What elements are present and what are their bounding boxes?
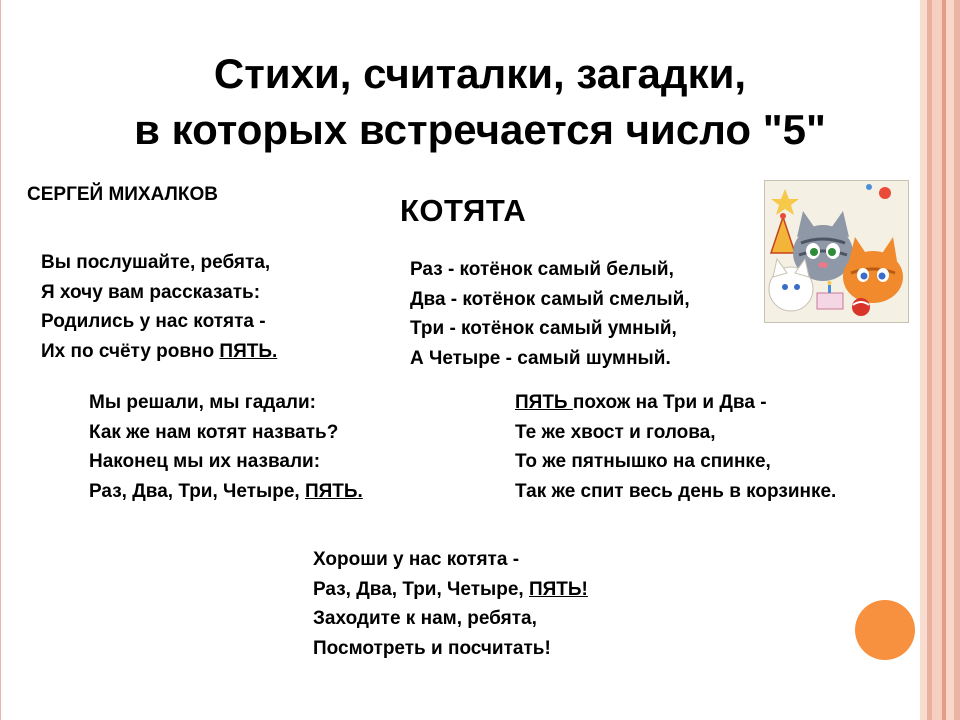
title-line-2: в которых встречается число "5" [134, 106, 826, 153]
stanza-line: То же пятнышко на спинке, [515, 451, 771, 472]
stanza-text: похож на Три и Два - [572, 392, 767, 413]
stanza-line: Те же хвост и голова, [515, 421, 716, 443]
stanza-5 [313, 545, 588, 663]
stanza-1 [41, 248, 277, 366]
stanza-line [515, 388, 836, 418]
stanza-3 [89, 388, 363, 506]
stanza-text: Раз, Два, Три, Четыре, [313, 578, 529, 600]
stanza-line: Посмотреть и посчитать! [313, 637, 551, 659]
stanza-4 [515, 388, 836, 506]
stanza-line: Так же спит весь день в корзинке. [515, 480, 837, 502]
stanza-line: Заходите к нам, ребята, [313, 608, 537, 629]
stanza-line: А Четыре - самый шумный. [410, 347, 671, 369]
kittens-illustration [764, 180, 909, 323]
stanza-line: Хороши у нас котята - [313, 549, 520, 570]
stanza-2 [410, 255, 690, 373]
orange-circle-decoration [855, 600, 915, 660]
stanza-text: Раз, Два, Три, Четыре, [89, 480, 305, 502]
stanza-line [89, 477, 363, 507]
slide-title [0, 46, 960, 158]
highlight-five: ПЯТЬ. [219, 340, 278, 362]
stanza-line: Вы послушайте, ребята, [41, 252, 271, 273]
stanza-line: Наконец мы их назвали: [89, 451, 321, 472]
kittens-drawing [765, 181, 908, 322]
stanza-line: Как же нам котят назвать? [89, 421, 339, 443]
highlight-five: ПЯТЬ [515, 392, 573, 413]
author-name: СЕРГЕЙ МИХАЛКОВ [27, 184, 218, 205]
stanza-text: Их по счёту ровно [41, 340, 220, 362]
title-line-1: Стихи, считалки, загадки, [213, 50, 747, 97]
poem-title: КОТЯТА [400, 193, 527, 228]
stanza-line [313, 575, 588, 605]
stanza-line: Раз - котёнок самый белый, [410, 259, 674, 280]
highlight-five: ПЯТЬ! [528, 578, 588, 600]
highlight-five: ПЯТЬ. [304, 480, 363, 502]
stanza-line: Я хочу вам рассказать: [41, 281, 261, 303]
stanza-line: Родились у нас котята - [41, 311, 266, 332]
stanza-line: Мы решали, мы гадали: [89, 392, 316, 413]
stanza-line: Три - котёнок самый умный, [410, 318, 677, 339]
stanza-line [41, 337, 277, 367]
stanza-line: Два - котёнок самый смелый, [410, 288, 690, 310]
